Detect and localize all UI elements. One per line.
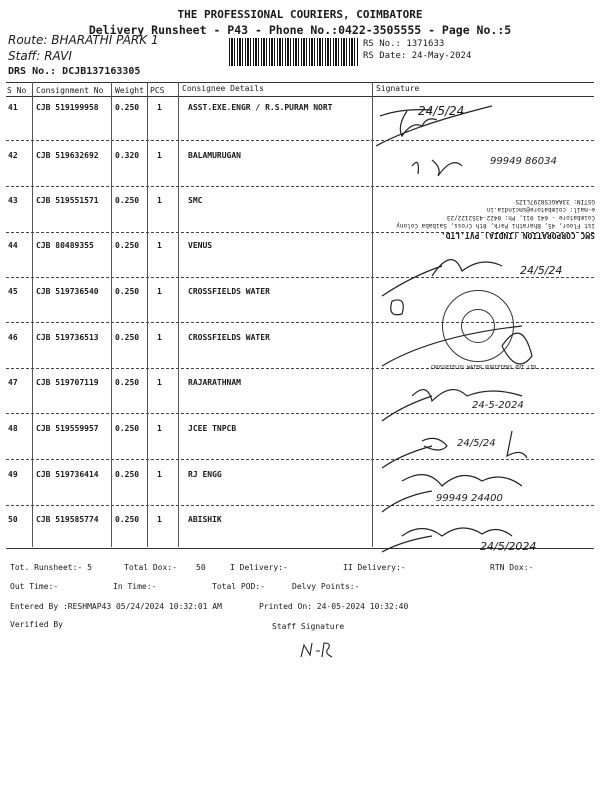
row-consignee: BALAMURUGAN <box>188 151 241 160</box>
i-delivery: I Delivery:- <box>230 563 288 572</box>
stamp-line: 1st Floor, 45, Bharathi Park, 8th Cross, Saibaba Colony <box>396 222 595 229</box>
row-consignee: CROSSFIELDS WATER <box>188 333 270 342</box>
row-consignee: ABISHIK <box>188 515 222 524</box>
row-weight: 0.250 <box>115 378 140 387</box>
handwritten-date: 24/5/24 <box>457 438 496 449</box>
row-weight: 0.250 <box>115 287 140 296</box>
row-pcs: 1 <box>157 378 162 387</box>
handwritten-date: 24/5/24 <box>418 104 465 118</box>
row-consignment: CJB 519707119 <box>36 378 99 387</box>
staff-signature-strokes <box>298 637 338 663</box>
row-sno: 48 <box>8 424 18 433</box>
rtn-dox: RTN Dox:- <box>490 563 534 572</box>
table-top-border <box>6 82 594 83</box>
row-pcs: 1 <box>157 333 162 342</box>
row-weight: 0.250 <box>115 241 140 250</box>
row-weight: 0.250 <box>115 333 140 342</box>
row-sno: 49 <box>8 470 18 479</box>
row-consignment: CJB 519551571 <box>36 196 99 205</box>
row-pcs: 1 <box>157 424 162 433</box>
total-dox-value: 50 <box>196 563 206 572</box>
col-consignee: Consignee Details <box>182 84 264 93</box>
route-label: Route: BHARATHI PARK 1 <box>8 33 159 47</box>
row-sno: 44 <box>8 241 18 250</box>
rs-number: RS No.: 1371633 <box>363 39 445 49</box>
row-sno: 47 <box>8 378 18 387</box>
row-sno: 42 <box>8 151 18 160</box>
row-weight: 0.250 <box>115 515 140 524</box>
ii-delivery: II Delivery:- <box>343 563 406 572</box>
drs-number: DRS No.: DCJB137163305 <box>8 66 141 77</box>
out-time: Out Time:- <box>10 582 59 591</box>
row-consignee: VENUS <box>188 241 213 250</box>
row-weight: 0.250 <box>115 103 140 112</box>
stamp-line: e-mail: coimbatore@smcindia.in <box>486 206 595 213</box>
barcode <box>229 38 358 66</box>
handwritten-phone: 99949 24400 <box>436 493 503 504</box>
tot-runsheet: Tot. Runsheet:- 5 <box>10 563 92 572</box>
total-pod: Total POD:- <box>212 582 265 591</box>
row-consignee: ASST.EXE.ENGR / R.S.PURAM NORT <box>188 103 333 112</box>
row-pcs: 1 <box>157 470 162 479</box>
company-stamp <box>396 180 595 240</box>
row-consignment: CJB 519632692 <box>36 151 99 160</box>
staff-signature-label: Staff Signature <box>272 622 345 631</box>
runsheet-title: Delivery Runsheet - P43 - Phone No.:0422-3505555 - Page No.:5 <box>88 23 512 37</box>
stamp-line: GSTIN: 33AAGCS8297L1ZS <box>515 198 595 205</box>
row-consignment: CJB 519736513 <box>36 333 99 342</box>
row-consignee: RAJARATHNAM <box>188 378 241 387</box>
handwritten-date: 24-5-2024 <box>472 400 524 411</box>
row-consignee: SMC <box>188 196 203 205</box>
row-sno: 41 <box>8 103 18 112</box>
row-weight: 0.250 <box>115 424 140 433</box>
row-sno: 46 <box>8 333 18 342</box>
row-pcs: 1 <box>157 196 162 205</box>
delvy-points: Delvy Points:- <box>292 582 360 591</box>
handwritten-phone: 99949 86034 <box>490 156 557 167</box>
staff-label: Staff: RAVI <box>8 49 72 63</box>
col-weight: Weight <box>115 86 144 95</box>
row-weight: 0.250 <box>115 196 140 205</box>
company-title: THE PROFESSIONAL COURIERS, COIMBATORE <box>177 8 423 21</box>
row-consignee: JCEE TNPCB <box>188 424 237 433</box>
col-sno: S No <box>7 86 27 95</box>
stamp-line: Coimbatore - 641 011, Ph: 0422-4352122/23 <box>446 214 595 221</box>
stamp-company: SMC CORPORATION (INDIA) PVT.LTD. <box>440 231 595 240</box>
col-signature: Signature <box>376 84 420 93</box>
col-consignment: Consignment No <box>36 86 104 95</box>
handwritten-date: 24/5/24 <box>520 264 563 277</box>
verified-by: Verified By <box>10 620 63 629</box>
rs-date: RS Date: 24-May-2024 <box>363 51 472 61</box>
row-weight: 0.250 <box>115 470 140 479</box>
row-consignee: RJ ENGG <box>188 470 222 479</box>
round-seal <box>431 290 537 371</box>
row-pcs: 1 <box>157 287 162 296</box>
row-consignment: CJB 519585774 <box>36 515 99 524</box>
col-pcs: PCS <box>150 86 165 95</box>
row-sno: 50 <box>8 515 18 524</box>
row-weight: 0.320 <box>115 151 140 160</box>
printed-on: Printed On: 24-05-2024 10:32:40 <box>259 602 409 611</box>
row-consignment: CJB 519559957 <box>36 424 99 433</box>
total-dox-label: Total Dox:- <box>124 563 177 572</box>
row-pcs: 1 <box>157 151 162 160</box>
row-pcs: 1 <box>157 241 162 250</box>
row-sno: 45 <box>8 287 18 296</box>
row-pcs: 1 <box>157 103 162 112</box>
row-consignee: CROSSFIELDS WATER <box>188 287 270 296</box>
handwritten-date: 24/5/2024 <box>480 540 537 553</box>
row-consignment: CJB 519736540 <box>36 287 99 296</box>
in-time: In Time:- <box>113 582 157 591</box>
row-consignment: CJB 80489355 <box>36 241 94 250</box>
row-sno: 43 <box>8 196 18 205</box>
row-pcs: 1 <box>157 515 162 524</box>
row-consignment: CJB 519199958 <box>36 103 99 112</box>
row-consignment: CJB 519736414 <box>36 470 99 479</box>
seal-text: CROSSFIELDS WATER PURIFIERS PVT LTD <box>431 365 537 371</box>
entered-by: Entered By :RESHMAP43 05/24/2024 10:32:01 AM <box>10 602 222 611</box>
